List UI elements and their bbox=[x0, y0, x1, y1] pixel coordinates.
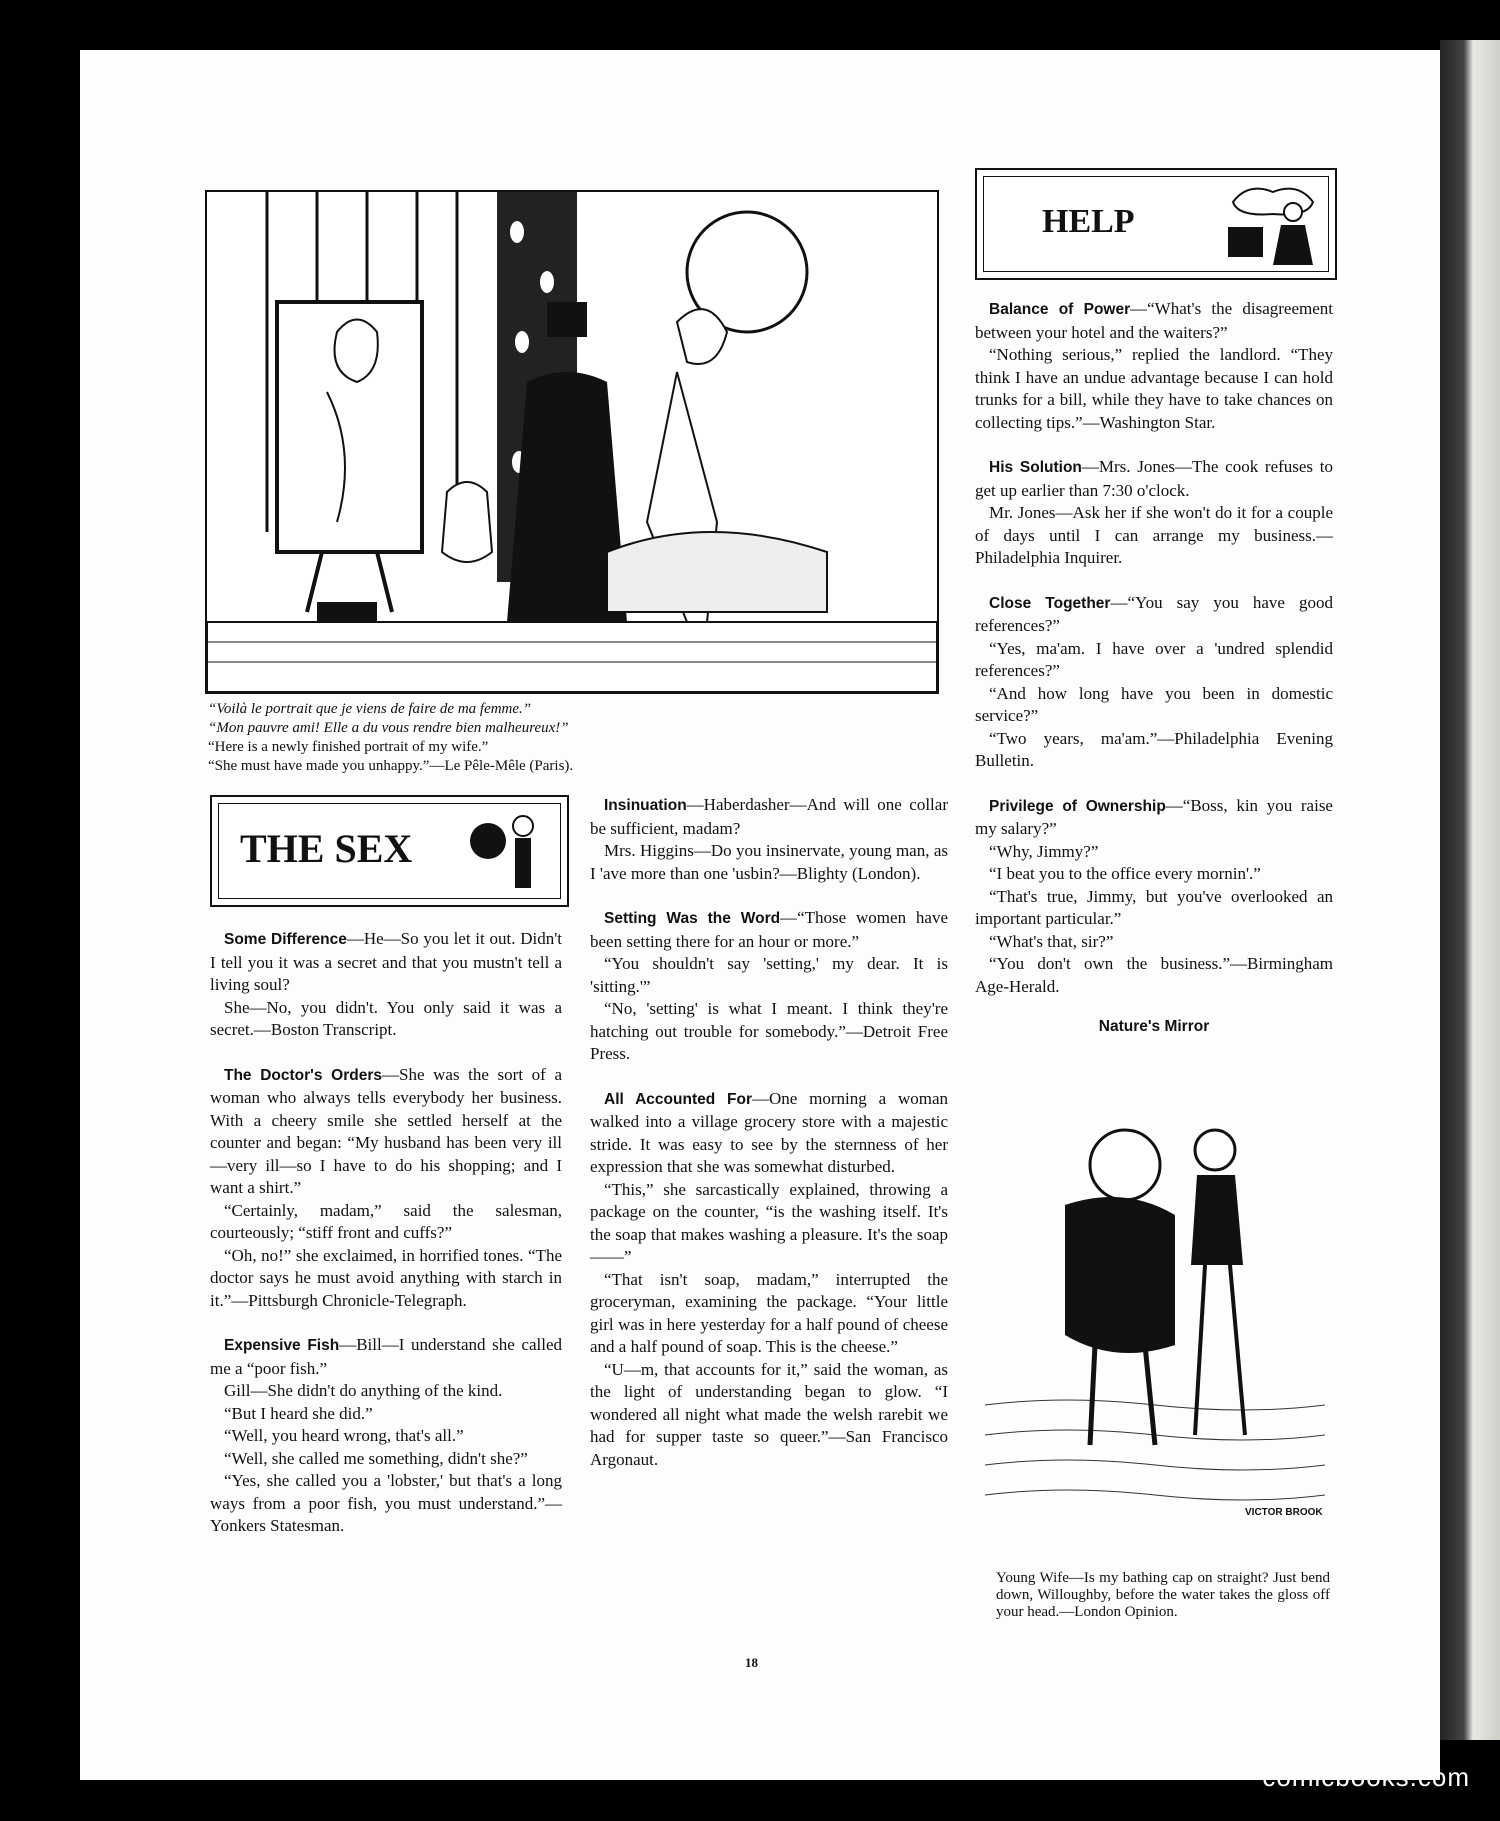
text-expensive-fish-6: “Yes, she called you a 'lobster,' but that's a long ways from a poor fish, you must understand.”—Yonkers Statesman. bbox=[210, 1471, 562, 1535]
text-close-1: —“You say you have good references?” bbox=[975, 592, 1334, 635]
the-sex-title: THE SEX bbox=[240, 826, 413, 871]
headline-privilege-of-ownership: Privilege of Ownership bbox=[989, 797, 1166, 815]
article-his-solution bbox=[975, 456, 1333, 502]
text-privilege-6: “You don't own the business.”—Birmingham Age-Herald. bbox=[975, 954, 1333, 996]
article-insinuation bbox=[590, 794, 948, 840]
headline-close-together: Close Together bbox=[989, 594, 1111, 612]
text-accounted-2: “This,” she sarcastically explained, throwing a package on the counter, “is the washing itself. It's the soap that makes washing a pleasure. It's the soap——” bbox=[590, 1179, 948, 1266]
text-balance-1: —“What's the disagreement between your hotel and the waiters?” bbox=[975, 299, 1333, 342]
article-all-accounted-for bbox=[590, 1088, 948, 1179]
illustration-caption: Young Wife—Is my bathing cap on straight? Just bend down, Willoughby, before the water takes the gloss off your head.—London Opinion. bbox=[996, 1570, 1330, 1620]
headline-doctors-orders: The Doctor's Orders bbox=[224, 1066, 382, 1084]
cartoon-caption bbox=[208, 700, 938, 776]
article-doctors-orders bbox=[210, 1064, 562, 1200]
text-expensive-fish-5: “Well, she called me something, didn't she?” bbox=[224, 1448, 528, 1468]
column-left bbox=[210, 928, 562, 1538]
caption-line-english-1: “Here is a newly finished portrait of my wife.” bbox=[208, 739, 489, 755]
artist-cartoon bbox=[205, 190, 939, 694]
article-balance-of-power bbox=[975, 298, 1333, 344]
text-solution-1: —Mrs. Jones—The cook refuses to get up earlier than 7:30 o'clock. bbox=[975, 457, 1333, 500]
text-privilege-5: “What's that, sir?” bbox=[989, 931, 1114, 951]
text-insinuation-2: Mrs. Higgins—Do you insinervate, young man, as I 'ave more than one 'usbin?—Blighty (London). bbox=[590, 841, 948, 883]
text-balance-2: “Nothing serious,” replied the landlord. “They think I have an undue advantage because I can hold trunks for a bill, while they have to take chances on collecting tips.”—Washington Star. bbox=[975, 345, 1333, 432]
text-some-difference-2: She—No, you didn't. You only said it was a secret.—Boston Transcript. bbox=[210, 997, 562, 1039]
headline-setting-was-the-word: Setting Was the Word bbox=[604, 910, 781, 927]
text-doctors-orders-2: “Certainly, madam,” said the salesman, courteously; “stiff front and cuffs?” bbox=[210, 1200, 562, 1242]
text-expensive-fish-2: Gill—She didn't do anything of the kind. bbox=[224, 1381, 503, 1400]
help-heading bbox=[975, 168, 1337, 280]
text-expensive-fish-4: “Well, you heard wrong, that's all.” bbox=[224, 1426, 464, 1445]
illustration-title: Nature's Mirror bbox=[1098, 1018, 1210, 1035]
caption-line-english-2: “She must have made you unhappy.”—Le Pêle-Mêle (Paris). bbox=[208, 758, 574, 774]
text-close-2: “Yes, ma'am. I have over a 'undred splendid references?” bbox=[975, 638, 1333, 680]
article-privilege-of-ownership bbox=[975, 795, 1333, 841]
text-accounted-4: “U—m, that accounts for it,” said the woman, as the light of understanding began to glow. “I wondered all night what made the welsh rarebit we had for supper taste so queer.”—San Francisco Argonaut. bbox=[590, 1359, 948, 1469]
text-privilege-1: —“Boss, kin you raise my salary?” bbox=[975, 795, 1333, 838]
text-setting-2: “You shouldn't say 'setting,' my dear. It is 'sitting.'” bbox=[590, 954, 948, 996]
couple-icon bbox=[463, 806, 553, 896]
article-setting-was-the-word bbox=[590, 907, 948, 953]
text-expensive-fish-1: —Bill—I understand she called me a “poor fish.” bbox=[210, 1335, 562, 1378]
text-expensive-fish-3: “But I heard she did.” bbox=[224, 1403, 373, 1423]
text-accounted-1: —One morning a woman walked into a village grocery store with a majestic stride. It was easy to see by the sternness of her expression that she was somewhat disturbed. bbox=[590, 1088, 948, 1176]
caption-line-french-2: “Mon pauvre ami! Elle a du vous rendre bien malheureux!” bbox=[208, 720, 569, 736]
text-privilege-2: “Why, Jimmy?” bbox=[989, 841, 1099, 861]
text-doctors-orders-3: “Oh, no!” she exclaimed, in horrified tones. “The doctor says he must avoid anything with starch in it.”—Pittsburgh Chronicle-Telegraph. bbox=[210, 1245, 562, 1310]
headline-his-solution: His Solution bbox=[989, 459, 1082, 476]
the-sex-heading bbox=[210, 795, 569, 907]
headline-insinuation: Insinuation bbox=[604, 797, 687, 814]
column-middle bbox=[590, 794, 948, 1471]
text-privilege-4: “That's true, Jimmy, but you've overlooked an important particular.” bbox=[975, 886, 1333, 928]
site-watermark: comicbooks.com bbox=[1262, 1762, 1470, 1792]
article-expensive-fish bbox=[210, 1334, 562, 1380]
text-setting-3: “No, 'setting' is what I meant. I think they're hatching out trouble for somebody.”—Detroit Free Press. bbox=[590, 999, 948, 1063]
headline-some-difference: Some Difference bbox=[224, 931, 347, 948]
text-privilege-3: “I beat you to the office every mornin'.” bbox=[989, 864, 1261, 883]
headline-expensive-fish: Expensive Fish bbox=[224, 1337, 340, 1354]
artist-cartoon-drawing bbox=[207, 192, 937, 692]
help-title: HELP bbox=[1042, 203, 1135, 240]
headline-balance-of-power: Balance of Power bbox=[989, 301, 1131, 318]
illustration-signature: VICTOR BROOK bbox=[1245, 1507, 1323, 1518]
text-doctors-orders-1: —She was the sort of a woman who always tells everybody her business. With a cheery smile she settled herself at the counter and began: “My husband has been very ill—very ill—so I have to do his shopping; and I want a shirt.” bbox=[210, 1064, 563, 1197]
text-accounted-3: “That isn't soap, madam,” interrupted the groceryman, examining the package. “Your little girl was in here yesterday for a half pound of cheese and a half pound of soap. This is the cheese.” bbox=[590, 1269, 948, 1356]
text-some-difference-1: —He—So you let it out. Didn't I tell you it was a secret and that you mustn't tell a living soul? bbox=[210, 929, 562, 994]
article-some-difference bbox=[210, 928, 562, 997]
text-insinuation-1: —Haberdasher—And will one collar be sufficient, madam? bbox=[590, 795, 948, 838]
column-right bbox=[975, 298, 1333, 1039]
text-setting-1: —“Those women have been setting there for an hour or more.” bbox=[590, 908, 949, 951]
maid-and-stove-icon bbox=[1213, 177, 1323, 272]
caption-line-french-1: “Voilà le portrait que je viens de faire de ma femme.” bbox=[208, 701, 532, 717]
bathers-illustration bbox=[985, 1105, 1325, 1535]
headline-all-accounted-for: All Accounted For bbox=[604, 1090, 753, 1108]
text-solution-2: Mr. Jones—Ask her if she won't do it for a couple of days until I can arrange my business.—Philadelphia Inquirer. bbox=[975, 503, 1333, 567]
text-close-3: “And how long have you been in domestic service?” bbox=[975, 683, 1333, 725]
text-close-4: “Two years, ma'am.”—Philadelphia Evening Bulletin. bbox=[975, 728, 1333, 770]
page-number: 18 bbox=[745, 1655, 758, 1670]
binding-gutter bbox=[1440, 40, 1500, 1740]
article-close-together bbox=[975, 592, 1333, 638]
